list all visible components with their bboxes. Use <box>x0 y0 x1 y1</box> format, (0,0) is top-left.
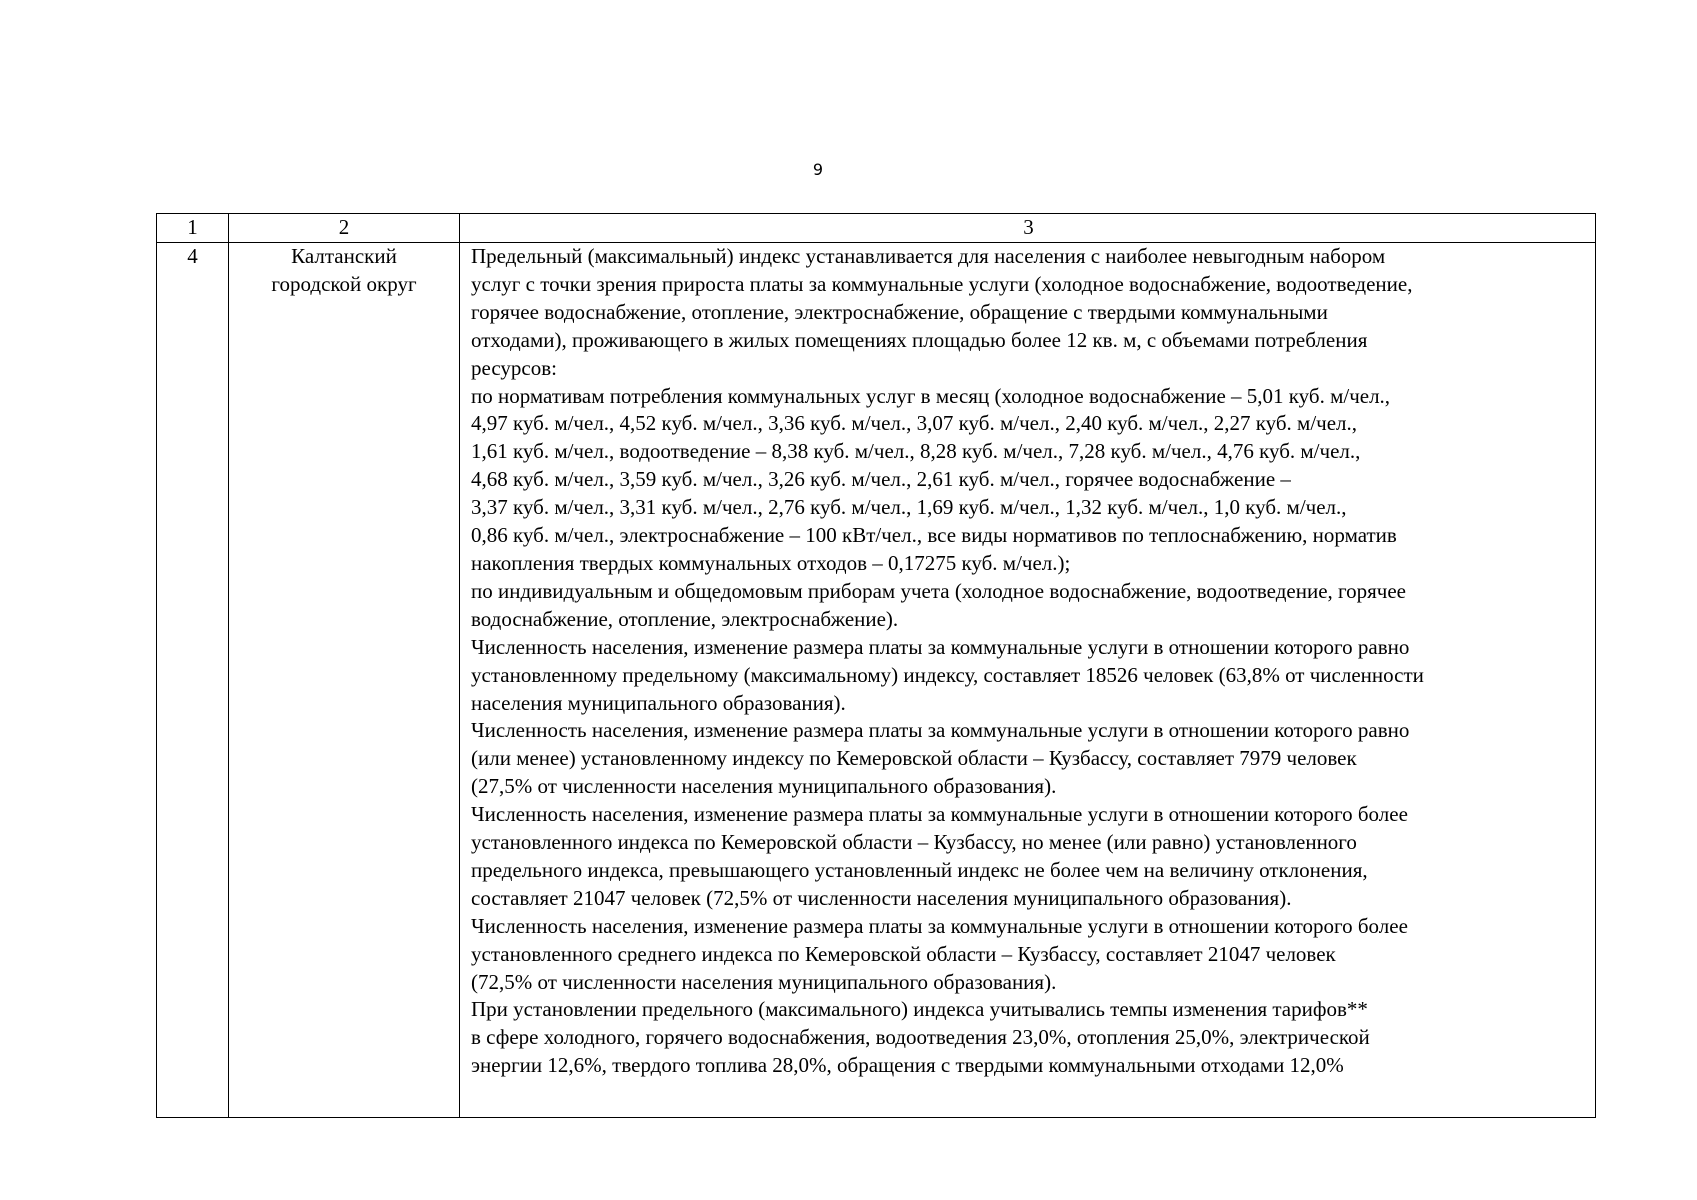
header-cell-2: 2 <box>229 214 460 243</box>
document-table <box>156 213 1596 1118</box>
paragraph-index-definition: Предельный (максимальный) индекс устанавливается для населения с наиболее невыгодным набором услуг с точки зрения прироста платы за коммунальные услуги (холодное водоснабжение, водоотведение, горячее водоснабжение, отопление, электроснабжение, обращение с твердыми коммунальными отходами), проживающего в жилых помещениях площадью более 12 кв. м, с объемами потребления ресурсов: <box>471 244 1413 380</box>
municipality-cell <box>229 243 460 1118</box>
paragraph-population-above-average: Численность населения, изменение размера платы за коммунальные услуги в отношении которого более установленного среднего индекса по Кемеровской области – Кузбассу, составляет 21047 человек (72,5% от численности населения муниципального образования). <box>471 913 1408 994</box>
paragraph-consumption-norms: по нормативам потребления коммунальных услуг в месяц (холодное водоснабжение – 5,01 куб. м/чел., 4,97 куб. м/чел., 4,52 куб. м/чел., 3,36 куб. м/чел., 3,07 куб. м/чел., 2,40 куб. м/чел., 2,27 куб. м/чел., 1,61 куб. м/чел., водоотведение – 8,38 куб. м/чел., 8,28 куб. м/чел., 7,28 куб. м/чел., 4,76 куб. м/чел., 4,68 куб. м/чел., 3,59 куб. м/чел., 3,26 куб. м/чел., 2,61 куб. м/чел., горячее водоснабжение – 3,37 куб. м/чел., 3,31 куб. м/чел., 2,76 куб. м/чел., 1,69 куб. м/чел., 1,32 куб. м/чел., 1,0 куб. м/чел., 0,86 куб. м/чел., электроснабжение – 100 кВт/чел., все виды нормативов по теплоснабжению, норматив накопления твердых коммунальных отходов – 0,17275 куб. м/чел.); <box>471 383 1397 575</box>
paragraph-population-max-index: Численность населения, изменение размера платы за коммунальные услуги в отношении которого равно установленному предельному (максимальному) индексу, составляет 18526 человек (63,8% от численности населения муниципального образования). <box>471 634 1424 715</box>
paragraph-metering-devices: по индивидуальным и общедомовым приборам учета (холодное водоснабжение, водоотведение, горячее водоснабжение, отопление, электроснабжение). <box>471 578 1406 631</box>
header-cell-1: 1 <box>157 214 229 243</box>
paragraph-population-above-index: Численность населения, изменение размера платы за коммунальные услуги в отношении которого более установленного индекса по Кемеровской области – Кузбассу, но менее (или равно) установленного предельного индекса, превышающего установленный индекс не более чем на величину отклонения, составляет 21047 человек (72,5% от численности населения муниципального образования). <box>471 802 1408 910</box>
header-cell-3: 3 <box>460 214 1596 243</box>
table-row <box>157 243 1596 1118</box>
description-cell <box>460 243 1596 1118</box>
paragraph-population-below-index: Численность населения, изменение размера платы за коммунальные услуги в отношении которого равно (или менее) установленному индексу по Кемеровской области – Кузбассу, составляет 7979 человек (27,5% от численности населения муниципального образования). <box>471 718 1410 799</box>
page-number: 9 <box>812 160 824 179</box>
municipality-name: Калтанский городской округ <box>271 244 417 296</box>
table-header-row <box>157 214 1596 243</box>
row-number-cell: 4 <box>157 243 229 1118</box>
paragraph-tariff-rates: При установлении предельного (максимального) индекса учитывались темпы изменения тарифов** в сфере холодного, горячего водоснабжения, водоотведения 23,0%, отопления 25,0%, электрической энергии 12,6%, твердого топлива 28,0%, обращения с твердыми коммунальными отходами 12,0% <box>471 997 1370 1078</box>
